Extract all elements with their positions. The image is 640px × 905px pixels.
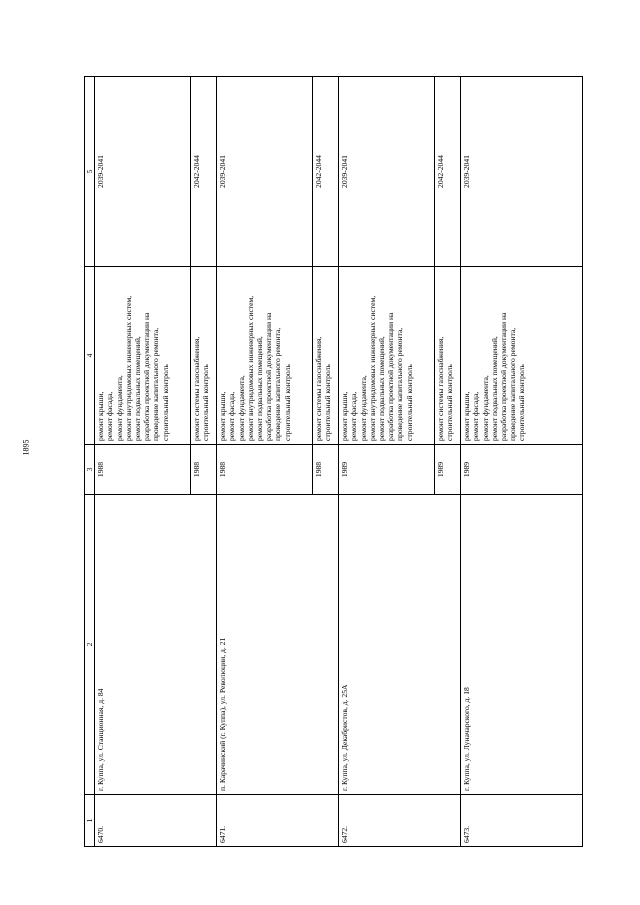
- work-item: проведение капитального ремонта,: [273, 327, 283, 441]
- year-cell: 1989: [461, 445, 583, 495]
- works-cell: [191, 267, 217, 445]
- address-cell: г. Куппа, ул. Декабристов, д. 25А: [339, 495, 461, 795]
- address-cell: г. Куппа, ул. Луначарского, д. 18: [461, 495, 583, 795]
- work-item: ремонт крыши,: [218, 391, 228, 441]
- work-item: разработка проектной документации на: [386, 312, 396, 441]
- address-cell: г. Куппа, ул. Станционная, д. 84: [95, 495, 217, 795]
- work-item: ремонт фундамента,: [236, 375, 246, 441]
- work-item: строительный контроль: [282, 364, 292, 441]
- year-cell: 1989: [435, 445, 461, 495]
- work-item: ремонт внутридомовых инженерных систем,: [123, 295, 133, 441]
- period-cell: 2042-2044: [435, 77, 461, 267]
- works-cell: [217, 267, 313, 445]
- year-cell: 1988: [217, 445, 313, 495]
- page-number: 1895: [21, 439, 31, 456]
- header-row: [85, 77, 95, 847]
- year-cell: 1988: [191, 445, 217, 495]
- work-item: ремонт фундамента,: [114, 375, 124, 441]
- table-row: [461, 77, 583, 847]
- work-item: строительный контроль: [445, 364, 455, 441]
- work-item: строительный контроль: [517, 364, 527, 441]
- column-header: 4: [85, 267, 95, 445]
- work-item: строительный контроль: [323, 364, 333, 441]
- work-item: ремонт внутридомовых инженерных систем,: [245, 295, 255, 441]
- period-cell: 2039-2041: [95, 77, 191, 267]
- table-row: [217, 77, 313, 847]
- work-item: ремонт системы газоснабжения,: [192, 336, 202, 441]
- work-item: ремонт подвальных помещений,: [255, 336, 265, 441]
- row-number: 6472.: [339, 795, 461, 847]
- work-item: ремонт подвальных помещений,: [133, 336, 143, 441]
- work-item: ремонт фасада,: [227, 391, 237, 441]
- works-cell: [313, 267, 339, 445]
- work-item: ремонт фасада,: [349, 391, 359, 441]
- column-header: 3: [85, 445, 95, 495]
- works-cell: [95, 267, 191, 445]
- works-cell: [461, 267, 583, 445]
- column-header: 5: [85, 77, 95, 267]
- period-cell: 2039-2041: [339, 77, 435, 267]
- work-item: разработка проектной документации на: [264, 312, 274, 441]
- work-item: строительный контроль: [201, 364, 211, 441]
- period-cell: 2039-2041: [461, 77, 583, 267]
- work-item: разработка проектной документации на: [499, 312, 509, 441]
- table-row: [95, 77, 191, 847]
- work-item: ремонт крыши,: [340, 391, 350, 441]
- repair-schedule-table: [84, 76, 583, 847]
- work-item: ремонт крыши,: [462, 391, 472, 441]
- work-item: проведение капитального ремонта,: [395, 327, 405, 441]
- period-cell: 2042-2044: [313, 77, 339, 267]
- year-cell: 1989: [339, 445, 435, 495]
- work-item: ремонт фундамента,: [480, 375, 490, 441]
- work-item: ремонт системы газоснабжения,: [314, 336, 324, 441]
- period-cell: 2042-2044: [191, 77, 217, 267]
- works-cell: [339, 267, 435, 445]
- work-item: ремонт подвальных помещений,: [377, 336, 387, 441]
- year-cell: 1988: [313, 445, 339, 495]
- work-item: ремонт крыши,: [96, 391, 106, 441]
- table-body: [95, 77, 583, 847]
- row-number: 6470.: [95, 795, 217, 847]
- column-header: 2: [85, 495, 95, 795]
- work-item: разработка проектной документации на: [142, 312, 152, 441]
- table-row: [339, 77, 435, 847]
- work-item: ремонт системы газоснабжения,: [436, 336, 446, 441]
- work-item: проведение капитального ремонта,: [508, 327, 518, 441]
- work-item: строительный контроль: [404, 364, 414, 441]
- work-item: строительный контроль: [160, 364, 170, 441]
- period-cell: 2039-2041: [217, 77, 313, 267]
- works-cell: [435, 267, 461, 445]
- address-cell: п. Карачинский (г. Куппа), ул. Революции, д. 21: [217, 495, 339, 795]
- work-item: ремонт фасада,: [471, 391, 481, 441]
- work-item: ремонт подвальных помещений,: [489, 336, 499, 441]
- column-header: 1: [85, 795, 95, 847]
- work-item: ремонт фасада,: [105, 391, 115, 441]
- work-item: ремонт фундамента,: [358, 375, 368, 441]
- year-cell: 1988: [95, 445, 191, 495]
- work-item: проведение капитального ремонта,: [151, 327, 161, 441]
- work-item: ремонт внутридомовых инженерных систем,: [367, 295, 377, 441]
- row-number: 6471.: [217, 795, 339, 847]
- rotated-table-wrapper: [84, 77, 554, 847]
- row-number: 6473.: [461, 795, 583, 847]
